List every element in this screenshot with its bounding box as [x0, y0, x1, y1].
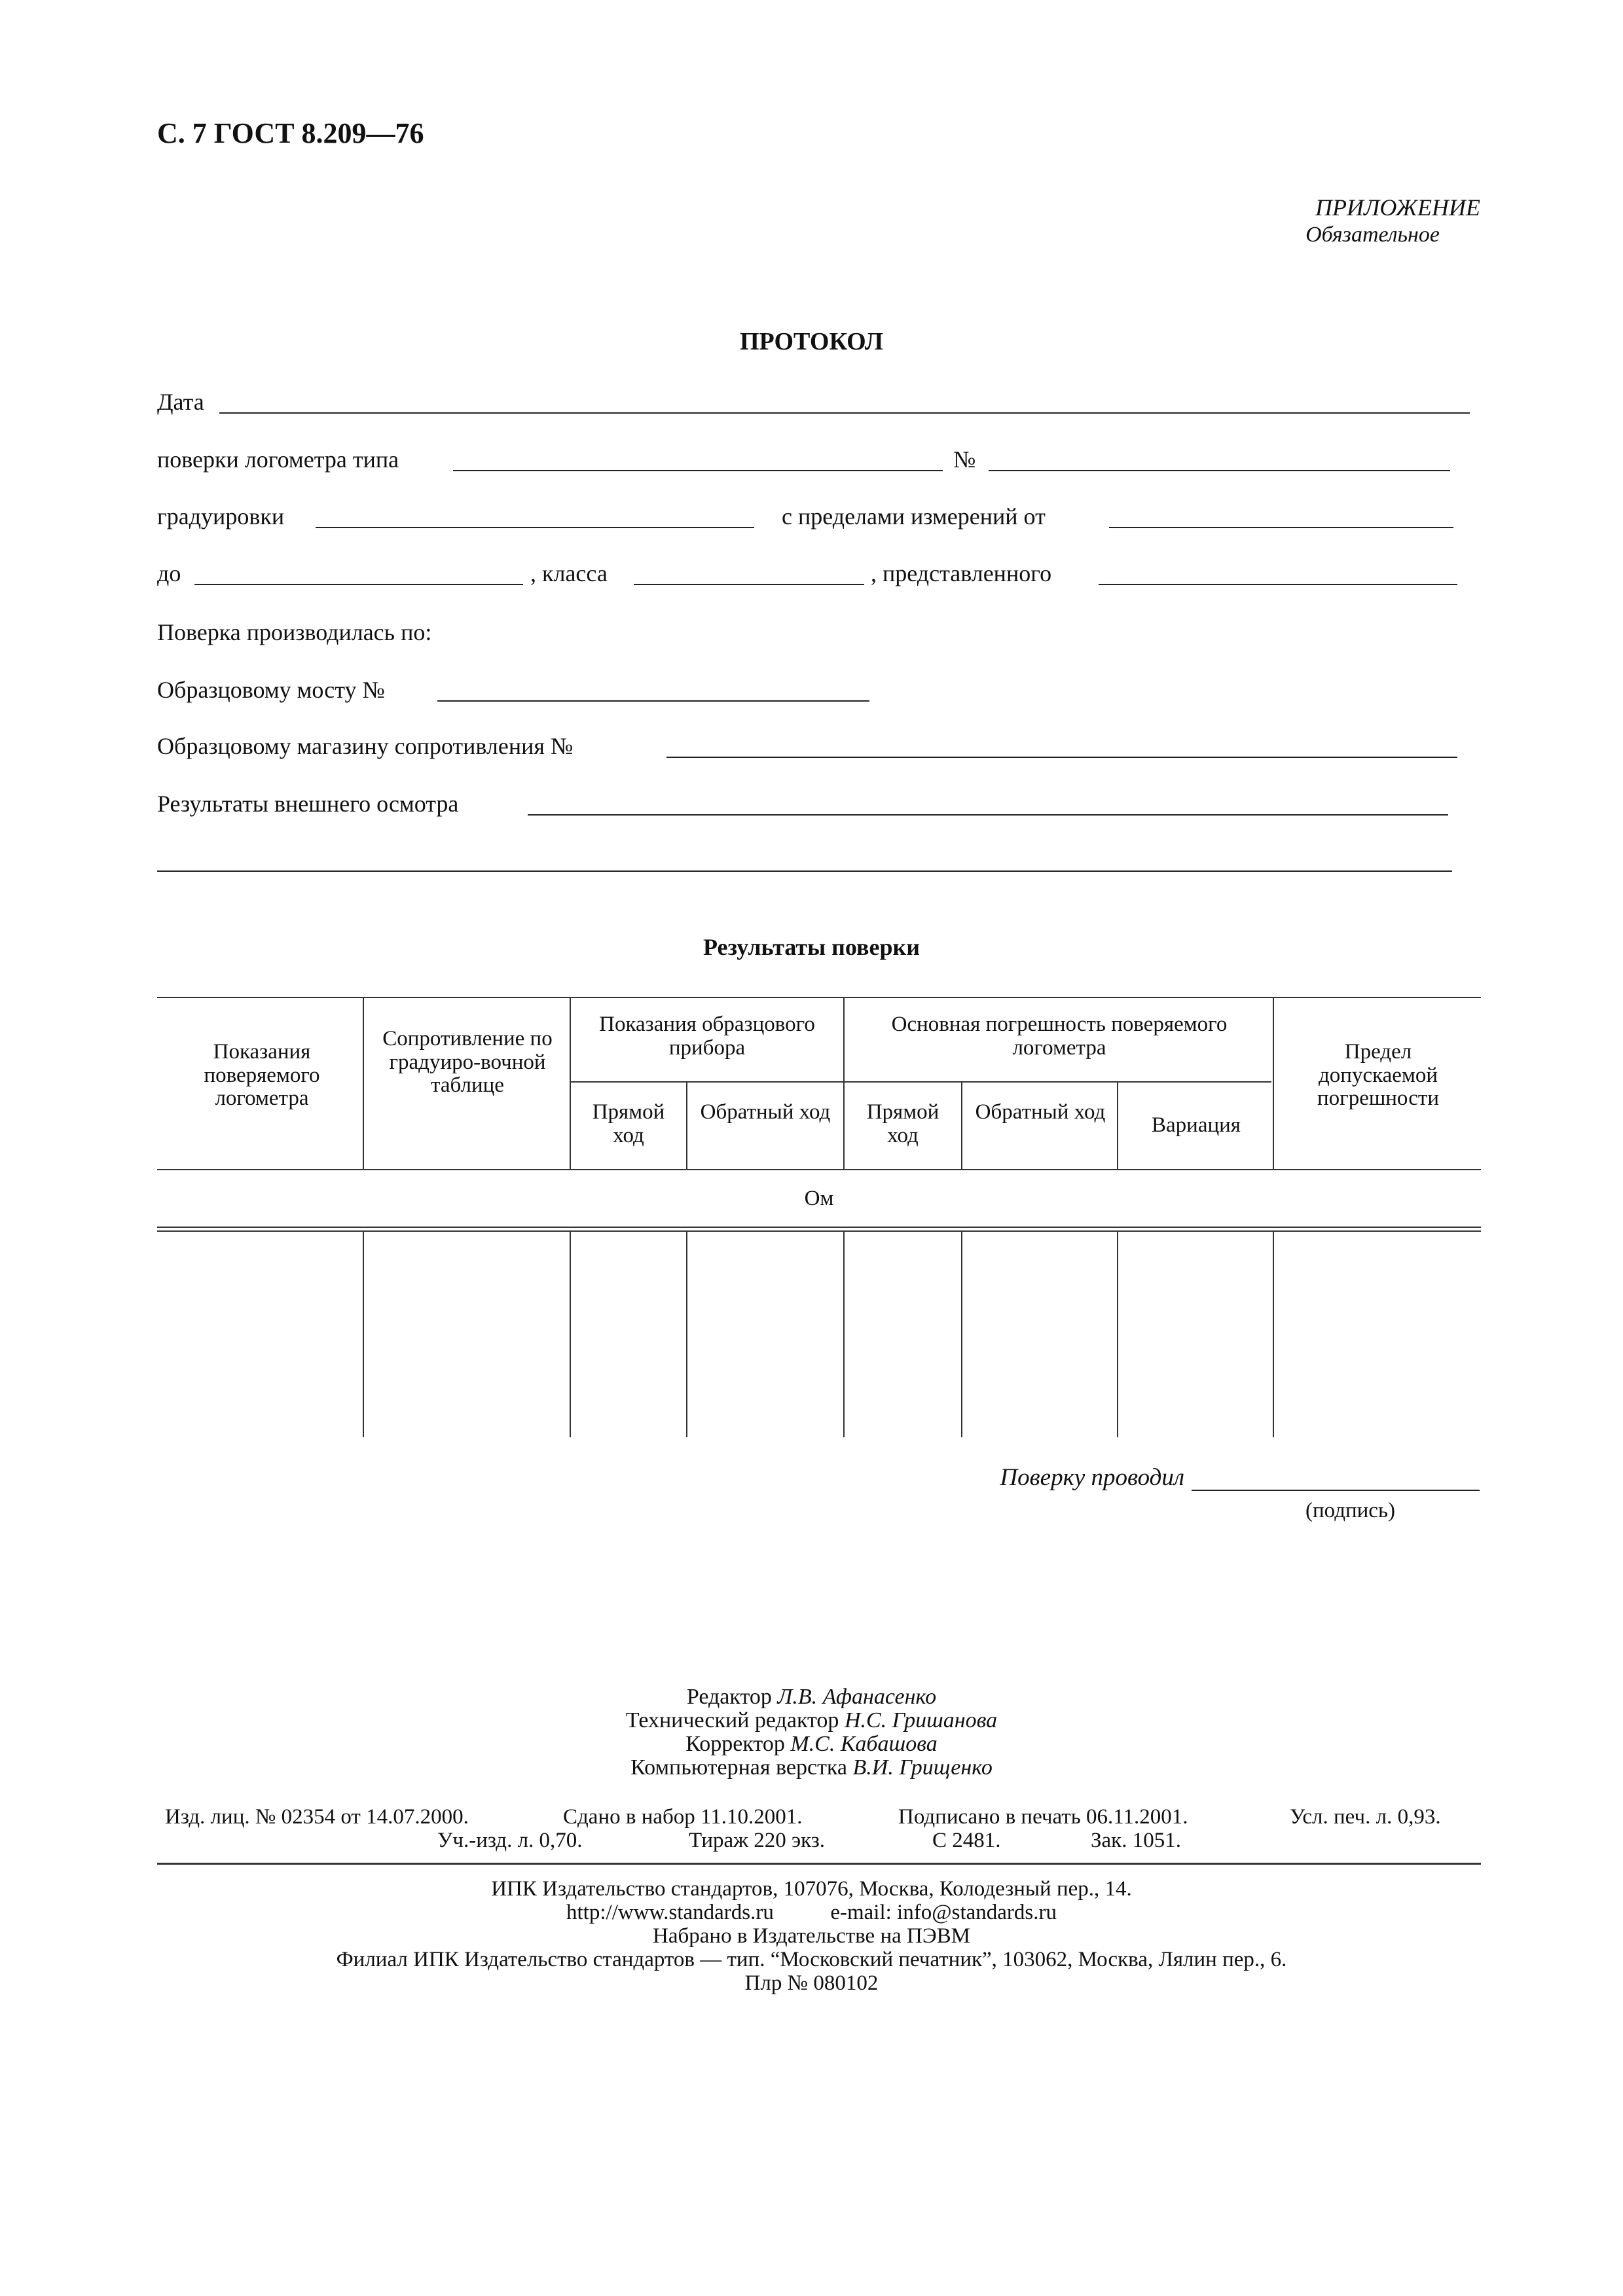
imprint-sheets: Усл. печ. л. 0,93. — [1290, 1805, 1441, 1829]
table-vline — [686, 1081, 687, 1169]
page-reference: С. 7 ГОСТ 8.209—76 — [157, 117, 424, 149]
inspection-label: Результаты внешнего осмотра — [157, 791, 459, 817]
annex-subtitle: Обязательное — [1305, 223, 1440, 247]
imprint-sent: Сдано в набор 11.10.2001. — [563, 1805, 803, 1829]
range-from-label: с пределами измерений от — [782, 503, 1046, 529]
table-vline — [686, 1230, 687, 1437]
results-title: Результаты поверки — [703, 934, 920, 960]
type-field-line[interactable] — [453, 470, 943, 471]
number-label: № — [953, 446, 976, 473]
footer-plr: Плр № 080102 — [744, 1971, 879, 1995]
footer-contacts — [0, 1901, 1623, 1925]
signature-caption: (подпись) — [1305, 1499, 1395, 1522]
table-subheader-rule — [570, 1081, 1271, 1083]
footer-website: http://www.standards.ru — [566, 1901, 774, 1924]
number-field-line[interactable] — [989, 470, 1450, 471]
table-vline — [570, 997, 571, 1169]
table-vline — [1273, 997, 1274, 1169]
credit-tech-editor-label: Технический редактор — [625, 1708, 839, 1732]
credit-corrector — [0, 1733, 1623, 1755]
presented-label: , представленного — [871, 560, 1052, 586]
table-header-bottom-rule — [157, 1169, 1481, 1170]
footer-email: e-mail: info@standards.ru — [830, 1901, 1057, 1924]
imprint-rule — [157, 1863, 1481, 1865]
table-vline — [363, 997, 364, 1169]
table-unit-rule-1 — [157, 1227, 1481, 1228]
unit-label: Ом — [804, 1187, 834, 1210]
class-field-line[interactable] — [634, 584, 864, 585]
header-variation: Вариация — [1152, 1113, 1241, 1137]
footer-typeset: Набрано в Издательстве на ПЭВМ — [653, 1924, 970, 1948]
protocol-title: ПРОТОКОЛ — [739, 328, 884, 355]
credit-editor-name: Л.В. Афанасенко — [777, 1685, 937, 1709]
graduation-label: градуировки — [157, 503, 285, 529]
table-unit-rule-2 — [157, 1230, 1481, 1232]
presented-field-line[interactable] — [1099, 584, 1457, 585]
table-vline — [961, 1081, 962, 1169]
table-vline — [961, 1230, 962, 1437]
credit-tech-editor — [0, 1710, 1623, 1732]
signature-field-line[interactable] — [1192, 1490, 1480, 1491]
signature-label: Поверку проводил — [1000, 1464, 1184, 1491]
credit-editor-label: Редактор — [686, 1685, 772, 1709]
credit-editor — [0, 1686, 1623, 1708]
header-reverse-stroke-2: Обратный ход — [975, 1100, 1106, 1124]
verification-type-label: поверки логометра типа — [157, 446, 399, 473]
credit-tech-editor-name: Н.С. Гришанова — [844, 1708, 998, 1732]
bridge-label: Образцовому мосту № — [157, 677, 385, 703]
imprint-order: Зак. 1051. — [1091, 1829, 1181, 1852]
table-vline — [363, 1230, 364, 1437]
header-direct-stroke-2: Прямой ход — [866, 1100, 939, 1147]
class-label: , класса — [530, 560, 608, 586]
inspection-field-line-2[interactable] — [157, 870, 1452, 872]
credit-layout-label: Компьютерная верстка — [630, 1755, 848, 1780]
credit-layout-name: В.И. Грищенко — [852, 1755, 993, 1780]
table-vline — [1273, 1230, 1274, 1437]
table-vline — [1117, 1081, 1118, 1169]
header-error-limit: Предел допускаемой погрешности — [1317, 1040, 1439, 1111]
imprint-code: С 2481. — [932, 1829, 1001, 1852]
table-vline — [843, 1230, 845, 1437]
graduation-field-line[interactable] — [316, 527, 754, 528]
credit-corrector-name: М.С. Кабашова — [790, 1732, 938, 1756]
performed-by-label: Поверка производилась по: — [157, 619, 432, 645]
imprint-license: Изд. лиц. № 02354 от 14.07.2000. — [165, 1805, 469, 1829]
annex-title: ПРИЛОЖЕНИЕ — [1315, 194, 1480, 221]
imprint-run: Тираж 220 экз. — [689, 1829, 825, 1852]
footer-branch: Филиал ИПК Издательство стандартов — тип. “Московский печатник”, 103062, Москва, Лялин пер., 6. — [336, 1948, 1287, 1971]
header-reverse-stroke-1: Обратный ход — [700, 1100, 831, 1124]
header-logometer-readings: Показания поверяемого логометра — [204, 1040, 320, 1111]
range-to-field-line[interactable] — [194, 584, 523, 585]
credit-corrector-label: Корректор — [685, 1732, 785, 1756]
table-top-rule — [157, 997, 1481, 998]
header-basic-error: Основная погрешность поверяемого логометра — [891, 1013, 1228, 1060]
inspection-field-line[interactable] — [528, 814, 1448, 816]
header-reference-instrument: Показания образцового прибора — [599, 1013, 815, 1060]
footer-publisher: ИПК Издательство стандартов, 107076, Москва, Колодезный пер., 14. — [491, 1877, 1132, 1901]
bridge-field-line[interactable] — [437, 700, 869, 702]
credit-layout — [0, 1757, 1623, 1779]
range-from-field-line[interactable] — [1109, 527, 1453, 528]
to-label: до — [157, 560, 181, 586]
date-label: Дата — [157, 389, 204, 415]
imprint-pub-sheets: Уч.-изд. л. 0,70. — [437, 1829, 583, 1852]
table-vline — [843, 997, 845, 1169]
header-table-resistance: Сопротивление по градуиро-вочной таблице — [382, 1027, 553, 1098]
table-vline — [1117, 1230, 1118, 1437]
header-direct-stroke-1: Прямой ход — [592, 1100, 665, 1147]
table-vline — [570, 1230, 571, 1437]
imprint-signed: Подписано в печать 06.11.2001. — [898, 1805, 1188, 1829]
date-field-line[interactable] — [219, 412, 1470, 414]
resistance-box-label: Образцовому магазину сопротивления № — [157, 733, 574, 759]
resistance-box-field-line[interactable] — [666, 757, 1457, 758]
